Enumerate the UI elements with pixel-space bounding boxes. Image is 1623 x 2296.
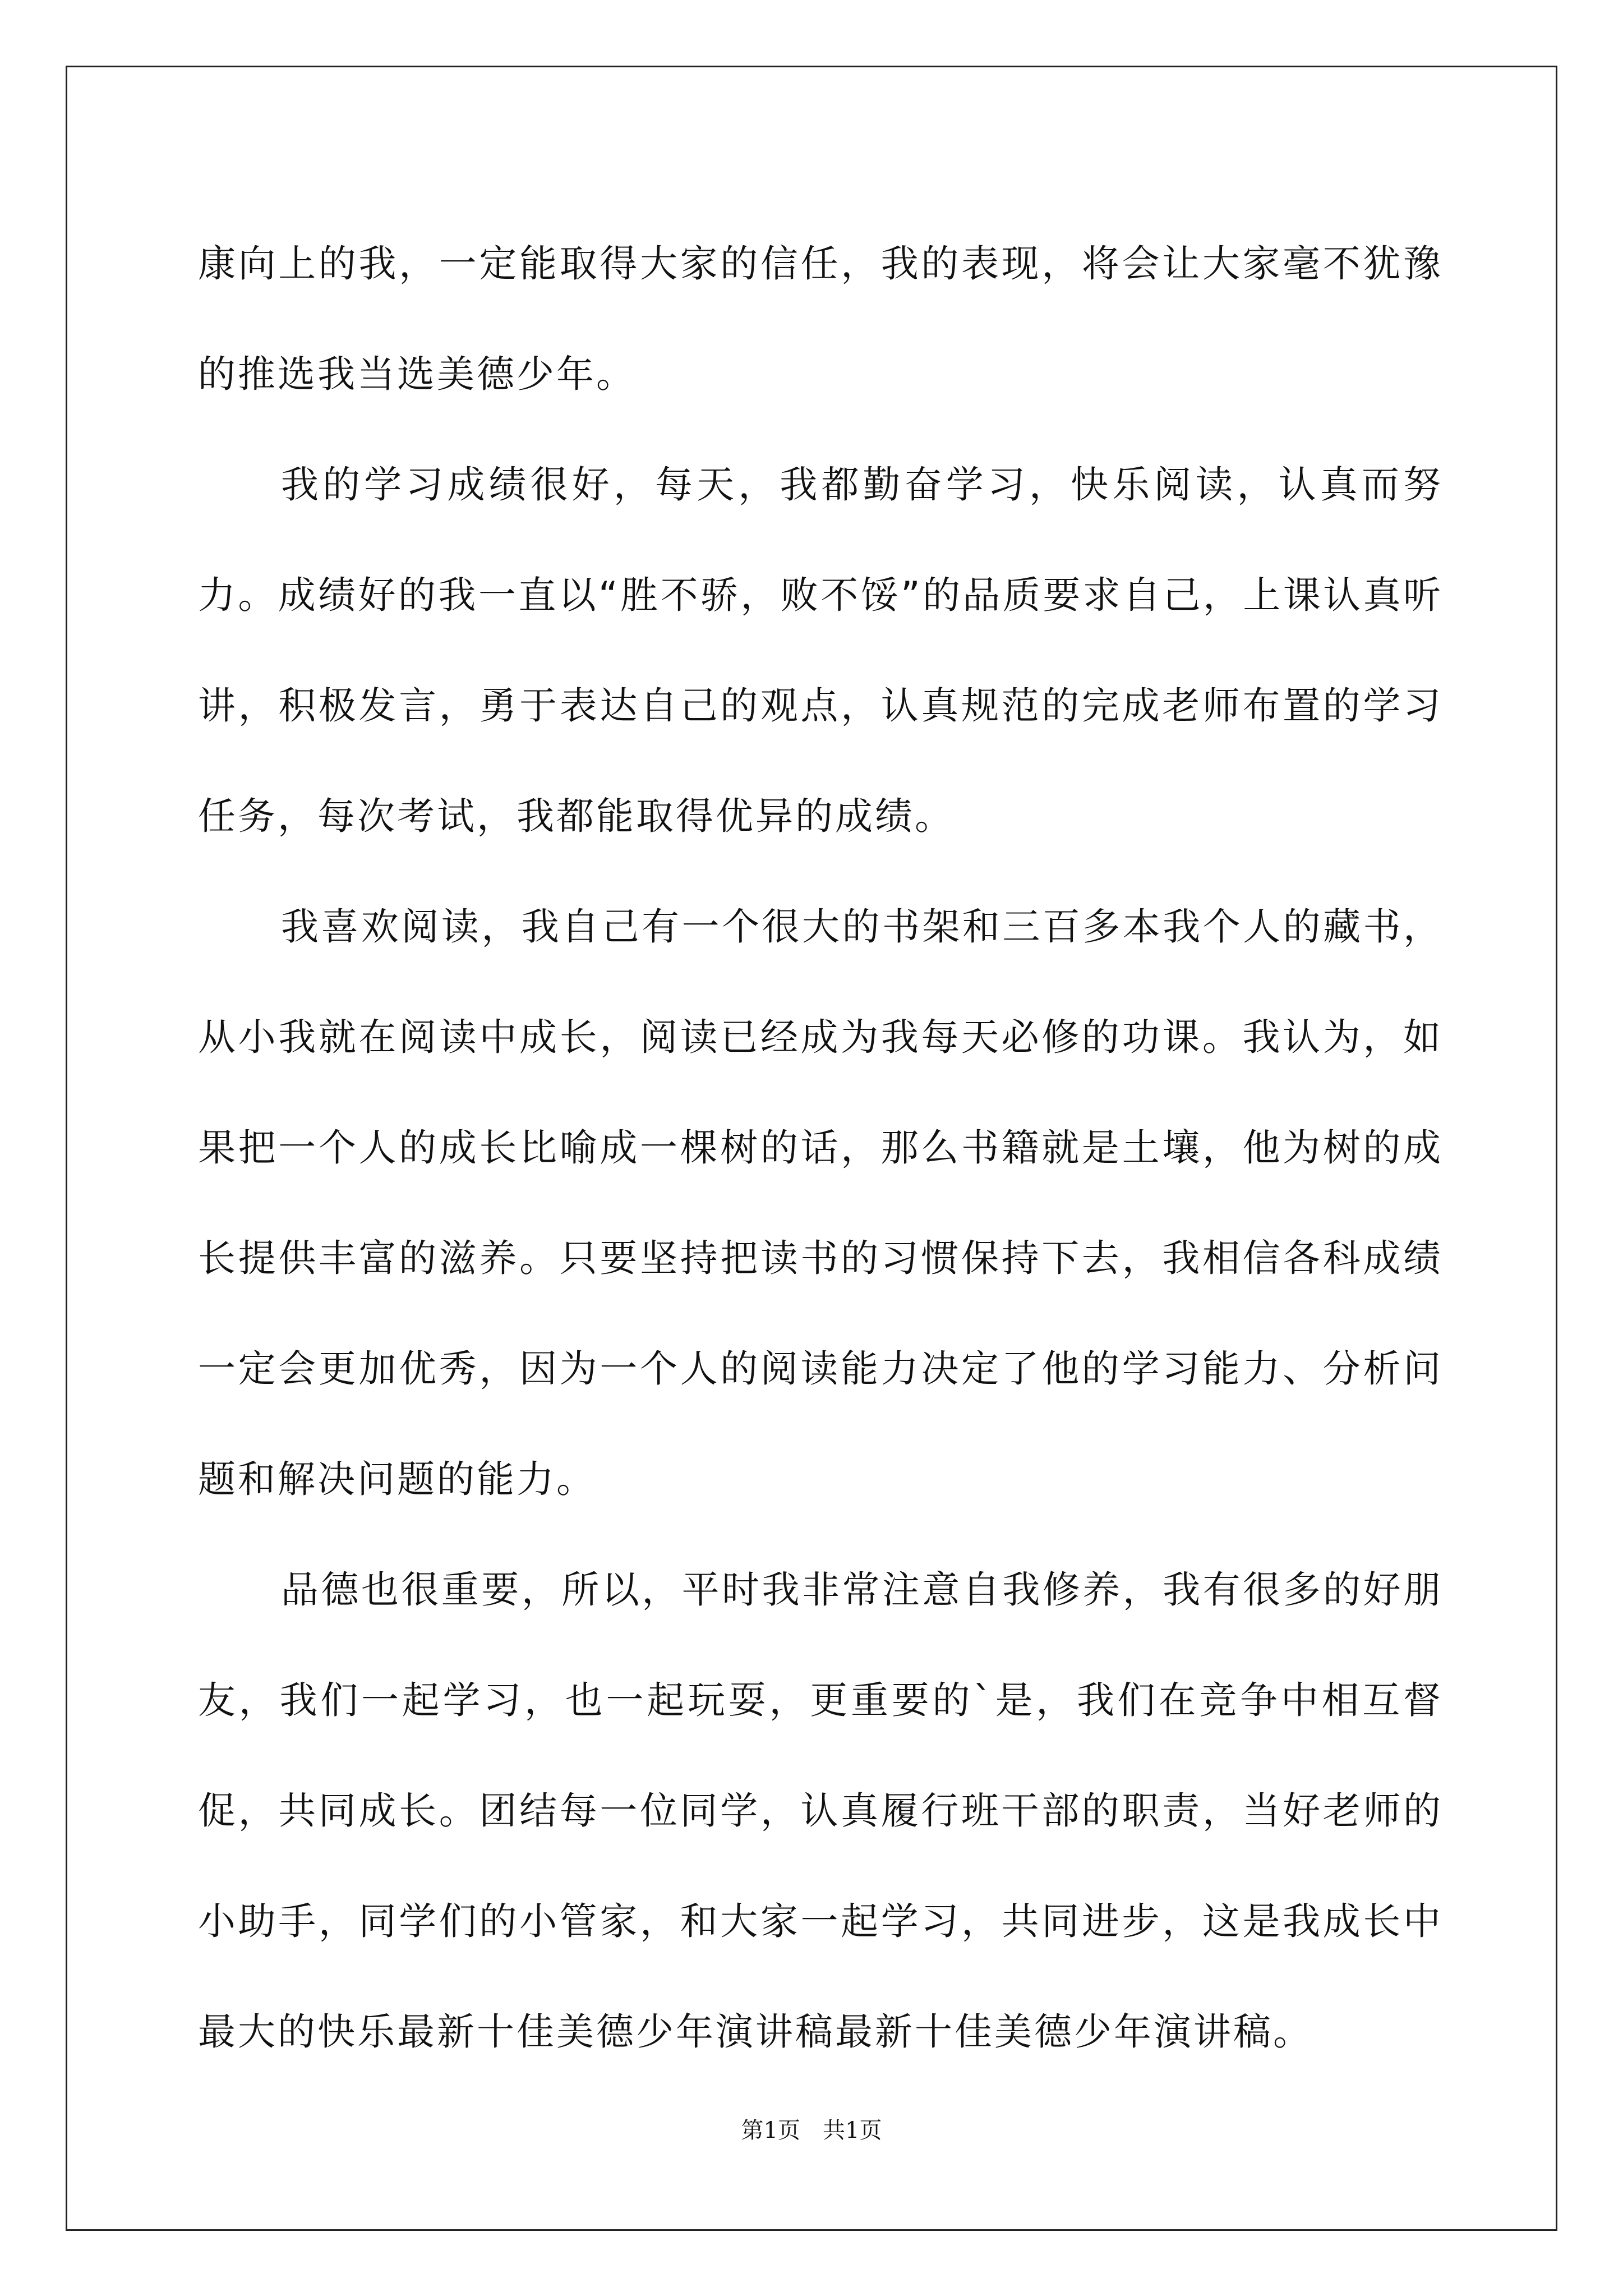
page-number: 第1页 共1页 [741, 2118, 882, 2143]
paragraph-2: 我的学习成绩很好，每天，我都勤奋学习，快乐阅读，认真而努力。成绩好的我一直以“胜不骄，败不馁”的品质要求自己，上课认真听讲，积极发言，勇于表达自己的观点，认真规范的完成老师布置的学习任务，每次考试，我都能取得优异的成绩。 [198, 463, 1443, 838]
paragraph-4: 品德也很重要，所以，平时我非常注意自我修养，我有很多的好朋友，我们一起学习，也一起玩耍，更重要的`是，我们在竞争中相互督促，共同成长。团结每一位同学，认真履行班干部的职责，当好老师的小助手，同学们的小管家，和大家一起学习，共同进步，这是我成长中最大的快乐最新十佳美德少年演讲稿最新十佳美德少年演讲稿。 [198, 1568, 1443, 2054]
document-body [198, 209, 1443, 2087]
paragraph-3: 我喜欢阅读，我自己有一个很大的书架和三百多本我个人的藏书，从小我就在阅读中成长，阅读已经成为我每天必修的功课。我认为，如果把一个人的成长比喻成一棵树的话，那么书籍就是土壤，他为树的成长提供丰富的滋养。只要坚持把读书的习惯保持下去，我相信各科成绩一定会更加优秀，因为一个人的阅读能力决定了他的学习能力、分析问题和解决问题的能力。 [198, 905, 1443, 1501]
paragraph-1: 康向上的我，一定能取得大家的信任，我的表现，将会让大家毫不犹豫的推选我当选美德少年。 [198, 242, 1443, 396]
